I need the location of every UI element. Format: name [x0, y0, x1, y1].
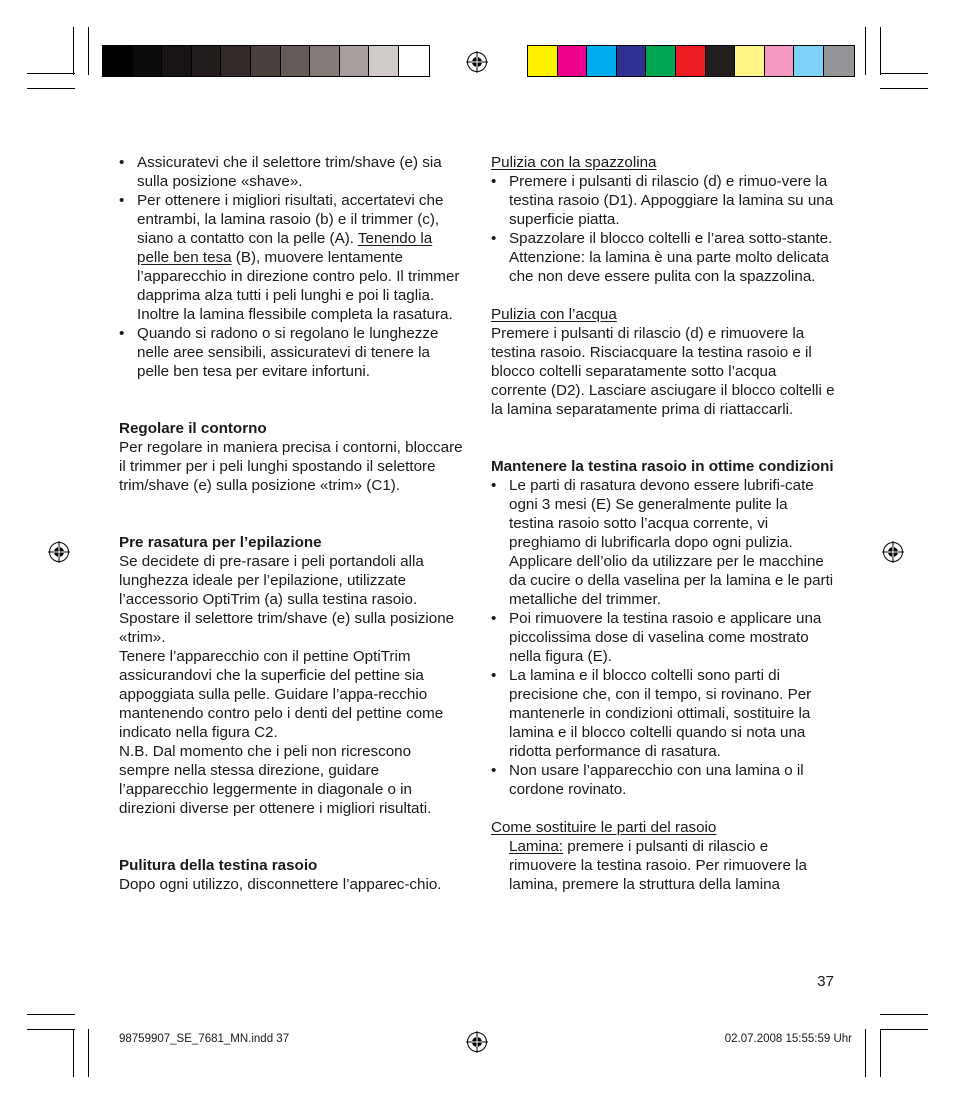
subsection-heading: Pulizia con l’acqua: [491, 306, 617, 323]
registration-mark-icon: [466, 51, 488, 73]
color-swatch: [281, 46, 311, 76]
color-swatch: [192, 46, 222, 76]
color-swatch: [221, 46, 251, 76]
registration-mark-icon: [466, 1031, 488, 1053]
crop-mark: [73, 1029, 74, 1077]
color-swatch: [587, 46, 617, 76]
color-swatch: [735, 46, 765, 76]
color-swatch: [794, 46, 824, 76]
page-number: 37: [817, 973, 834, 990]
paragraph: Tenere l’apparecchio con il pettine OptiTrim assicurandovi che la superficie del pettine sia appoggiata sulla pelle. Guidare l’appa-recchio mantenendo contro pelo i denti del pettine come indicato nella figura C2.: [119, 648, 444, 741]
registration-mark-icon: [882, 541, 904, 563]
color-swatch: [310, 46, 340, 76]
list-item-text: (B), muovere lentamente l’apparecchio in direzione contro pelo. Il trimmer dapprima alza tutti i peli lunghi e poi li taglia. Inoltre la lamina flessibile completa la rasatura.: [137, 249, 460, 323]
crop-mark: [27, 1014, 75, 1015]
list-item: • Premere i pulsanti di rilascio (d) e rimuo-vere la testina rasoio (D1). Appoggiare la lamina su una superficie piatta.: [491, 172, 836, 229]
list-item: • Non usare l’apparecchio con una lamina o il cordone rovinato.: [491, 761, 836, 799]
color-swatch: [646, 46, 676, 76]
paragraph: Premere i pulsanti di rilascio (d) e rimuovere la testina rasoio. Risciacquare la testina rasoio e il blocco coltelli separatamente sotto l’acqua corrente (D2). Lasciare asciugare il blocco coltelli e la lamina separatamente prima di riattaccarli.: [491, 325, 835, 418]
crop-mark: [865, 1029, 866, 1077]
crop-mark: [73, 27, 74, 75]
section-heading: Mantenere la testina rasoio in ottime condizioni: [491, 458, 834, 475]
subsection-heading: Pulizia con la spazzolina: [491, 154, 657, 171]
section-heading: Regolare il contorno: [119, 420, 267, 437]
foil-label: Lamina:: [509, 838, 564, 855]
color-swatch: [706, 46, 736, 76]
paragraph: Dopo ogni utilizzo, disconnettere l’apparec-chio.: [119, 876, 442, 893]
brush-bullet-list: [491, 172, 836, 286]
list-item: • La lamina e il blocco coltelli sono parti di precisione che, con il tempo, si rovinano. Per mantenerle in condizioni ottimali, sostituire la lamina e il blocco coltelli quando si nota una ridotta performance di rasatura.: [491, 666, 836, 761]
color-swatch: [676, 46, 706, 76]
left-column: [119, 153, 464, 894]
list-item: • Assicuratevi che il selettore trim/shave (e) sia sulla posizione «shave».: [119, 153, 464, 191]
process-color-bar: [527, 45, 855, 77]
list-item: • Spazzolare il blocco coltelli e l’area sotto-stante. Attenzione: la lamina è una parte molto delicata che non deve essere pulita con la spazzolina.: [491, 229, 836, 286]
color-swatch: [528, 46, 558, 76]
underlined-phrase: Tenendo la pelle ben tesa: [137, 230, 433, 266]
color-swatch: [340, 46, 370, 76]
color-swatch: [103, 46, 133, 76]
crop-mark: [880, 27, 881, 75]
paragraph: Per regolare in maniera precisa i contorni, bloccare il trimmer per i peli lunghi spostando il selettore trim/shave (e) sulla posizione «trim» (C1).: [119, 439, 463, 494]
color-swatch: [617, 46, 647, 76]
list-item: • Quando si radono o si regolano le lunghezze nelle aree sensibili, assicuratevi di tenere la pelle ben tesa per evitare infortuni.: [119, 324, 464, 381]
crop-mark: [880, 1029, 928, 1030]
section-heading: Pulitura della testina rasoio: [119, 857, 318, 874]
color-swatch: [824, 46, 854, 76]
list-item: • Poi rimuovere la testina rasoio e applicare una piccolissima dose di vaselina come mostrato nella figura (E).: [491, 609, 836, 666]
crop-mark: [27, 88, 75, 89]
crop-mark: [27, 1029, 75, 1030]
paragraph: [491, 837, 836, 894]
grayscale-color-bar: [102, 45, 430, 77]
maintenance-bullet-list: [491, 476, 836, 799]
color-swatch: [765, 46, 795, 76]
right-column: [491, 153, 836, 894]
crop-mark: [88, 1029, 89, 1077]
crop-mark: [27, 73, 75, 74]
crop-mark: [88, 27, 89, 75]
crop-mark: [880, 1014, 928, 1015]
crop-mark: [865, 27, 866, 75]
list-item: • Le parti di rasatura devono essere lubrifi-cate ogni 3 mesi (E) Se generalmente pulite la testina rasoio sotto l’acqua corrente, vi preghiamo di lubrificarla dopo ogni pulizia. Applicare dell’olio da utilizzare per le macchine da cucire o della vaselina per la lamina e le parti metalliche del trimmer.: [491, 476, 836, 609]
subsection-heading: Come sostituire le parti del rasoio: [491, 819, 717, 836]
list-item: [119, 191, 464, 324]
color-swatch: [133, 46, 163, 76]
section-heading: Pre rasatura per l’epilazione: [119, 534, 322, 551]
paragraph-text: premere i pulsanti di rilascio e rimuovere la testina rasoio. Per rimuovere la lamina, premere la struttura della lamina: [509, 838, 807, 893]
crop-mark: [880, 88, 928, 89]
color-swatch: [251, 46, 281, 76]
registration-mark-icon: [48, 541, 70, 563]
slug-file-info: 98759907_SE_7681_MN.indd 37: [119, 1033, 290, 1045]
crop-mark: [880, 73, 928, 74]
list-item-text: Per ottenere i migliori risultati, accertatevi che entrambi, la lamina rasoio (b) e il trimmer (c), siano a contatto con la pelle (A).: [137, 192, 444, 247]
slug-date-info: 02.07.2008 15:55:59 Uhr: [724, 1033, 852, 1045]
crop-mark: [880, 1029, 881, 1077]
color-swatch: [558, 46, 588, 76]
paragraph: Se decidete di pre-rasare i peli portandoli alla lunghezza ideale per l’epilazione, utilizzate l’accessorio OptiTrim (a) sulla testina rasoio. Spostare il selettore trim/shave (e) sulla posizione «trim».: [119, 553, 455, 646]
color-swatch: [162, 46, 192, 76]
color-swatch: [369, 46, 399, 76]
shaving-bullet-list: [119, 153, 464, 381]
color-swatch: [399, 46, 429, 76]
paragraph: N.B. Dal momento che i peli non ricrescono sempre nella stessa direzione, guidare l’apparecchio leggermente in diagonale o in direzioni diverse per ottenere i migliori risultati.: [119, 743, 432, 817]
